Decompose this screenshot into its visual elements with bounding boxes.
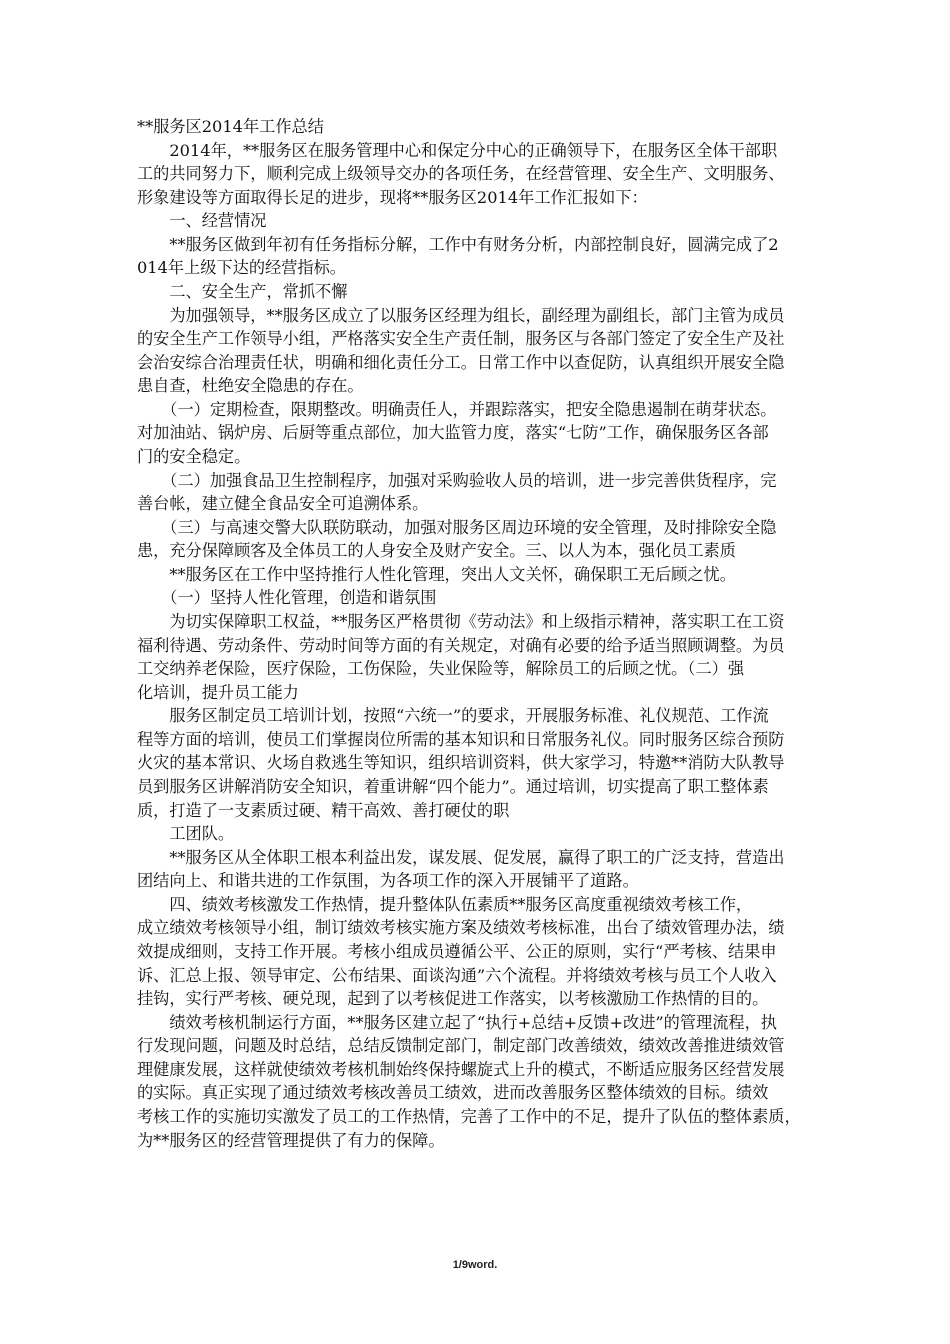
text-line: 为**服务区的经营管理提供了有力的保障。	[137, 1130, 445, 1150]
text-line: 对加油站、锅炉房、后厨等重点部位，加大监管力度，落实“七防”工作，确保服务区各部	[137, 423, 769, 443]
text-line: 绩效考核机制运行方面，**服务区建立起了“执行+总结+反馈+改进”的管理流程，执	[137, 1012, 777, 1032]
text-line: （二）加强食品卫生控制程序，加强对采购验收人员的培训，进一步完善供货程序，完	[137, 470, 777, 490]
text-line: 善台帐，建立健全食品安全可追溯体系。	[137, 494, 429, 514]
page-footer: 1/9word.	[452, 1259, 498, 1271]
text-line: 的实际。真正实现了通过绩效考核改善员工绩效，进而改善服务区整体绩效的目标。绩效	[137, 1083, 769, 1103]
text-line: 质，打造了一支素质过硬、精干高效、善打硬仗的职	[137, 800, 510, 820]
text-line: **服务区在工作中坚持推行人性化管理，突出人文关怀，确保职工无后顾之忧。	[137, 564, 736, 584]
text-line: 理健康发展，这样就使绩效考核机制始终保持螺旋式上升的模式，不断适应服务区经营发展	[137, 1059, 785, 1079]
text-line: 014年上级下达的经营指标。	[137, 258, 346, 278]
text-line: 工交纳养老保险，医疗保险，工伤保险，失业保险等，解除员工的后顾之忧。（二）强	[137, 659, 745, 679]
text-line: 一、经营情况	[137, 211, 267, 231]
text-line: **服务区从全体职工根本利益出发，谋发展、促发展，赢得了职工的广泛支持，营造出	[137, 847, 785, 867]
text-line: 员到服务区讲解消防安全知识，着重讲解“四个能力”。通过培训，切实提高了职工整体素	[137, 776, 769, 796]
text-line: （一）坚持人性化管理，创造和谐氛围	[137, 588, 437, 608]
text-line: **服务区做到年初有任务指标分解，工作中有财务分析，内部控制良好，圆满完成了2	[137, 234, 779, 254]
text-line: （一）定期检查，限期整改。明确责任人，并跟踪落实，把安全隐患遏制在萌芽状态。	[137, 399, 777, 419]
text-line: 团结向上、和谐共进的工作氛围，为各项工作的深入开展铺平了道路。	[137, 871, 639, 891]
text-line: 火灾的基本常识、火场自救逃生等知识，组织培训资料，供大家学习，特邀**消防大队教导	[137, 753, 785, 773]
text-line: 效提成细则，支持工作开展。考核小组成员遵循公平、公正的原则，实行“严考核、结果申	[137, 941, 777, 961]
text-line: 诉、汇总上报、领导审定、公布结果、面谈沟通”六个流程。并将绩效考核与员工个人收入	[137, 965, 777, 985]
text-line: 考核工作的实施切实激发了员工的工作热情，完善了工作中的不足，提升了队伍的整体素质，	[137, 1106, 801, 1126]
text-line: 门的安全稳定。	[137, 446, 251, 466]
text-line: 为切实保障职工权益，**服务区严格贯彻《劳动法》和上级指示精神，落实职工在工资	[137, 611, 785, 631]
text-line: 化培训，提升员工能力	[137, 682, 299, 702]
text-line: 患自查，杜绝安全隐患的存在。	[137, 376, 364, 396]
text-line: 工的共同努力下，顺利完成上级领导交办的各项任务，在经营管理、安全生产、文明服务、	[137, 164, 785, 184]
text-line: （三）与高速交警大队联防联动，加强对服务区周边环境的安全管理，及时排除安全隐	[137, 517, 777, 537]
text-line: 形象建设等方面取得长足的进步，现将**服务区2014年工作汇报如下：	[137, 187, 648, 207]
document-title: **服务区2014年工作总结	[137, 117, 324, 136]
text-line: 为加强领导，**服务区成立了以服务区经理为组长，副经理为副组长，部门主管为成员	[137, 305, 785, 325]
text-line: 2014年，**服务区在服务管理中心和保定分中心的正确领导下，在服务区全体干部职	[137, 140, 778, 160]
text-line: 工团队。	[137, 824, 235, 844]
text-line: 会治安综合治理责任状，明确和细化责任分工。日常工作中以查促防，认真组织开展安全隐	[137, 352, 785, 372]
text-line: 的安全生产工作领导小组，严格落实安全生产责任制，服务区与各部门签定了安全生产及社	[137, 329, 785, 349]
text-line: 挂钩，实行严考核、硬兑现，起到了以考核促进工作落实，以考核激励工作热情的目的。	[137, 989, 769, 1009]
text-line: 成立绩效考核领导小组，制订绩效考核实施方案及绩效考核标准，出台了绩效管理办法，绩	[137, 918, 785, 938]
text-line: 服务区制定员工培训计划，按照“六统一”的要求，开展服务标准、礼仪规范、工作流	[137, 706, 769, 726]
text-line: 行发现问题，问题及时总结，总结反馈制定部门，制定部门改善绩效，绩效改善推进绩效管	[137, 1036, 785, 1056]
text-line: 福利待遇、劳动条件、劳动时间等方面的有关规定，对确有必要的给予适当照顾调整。为员	[137, 635, 785, 655]
text-line: 二、安全生产，常抓不懈	[137, 281, 348, 301]
text-line: 患，充分保障顾客及全体员工的人身安全及财产安全。三、以人为本，强化员工素质	[137, 541, 736, 561]
text-line: 四、绩效考核激发工作热情，提升整体队伍素质**服务区高度重视绩效考核工作，	[137, 894, 753, 914]
text-line: 程等方面的培训，使员工们掌握岗位所需的基本知识和日常服务礼仪。同时服务区综合预防	[137, 729, 785, 749]
